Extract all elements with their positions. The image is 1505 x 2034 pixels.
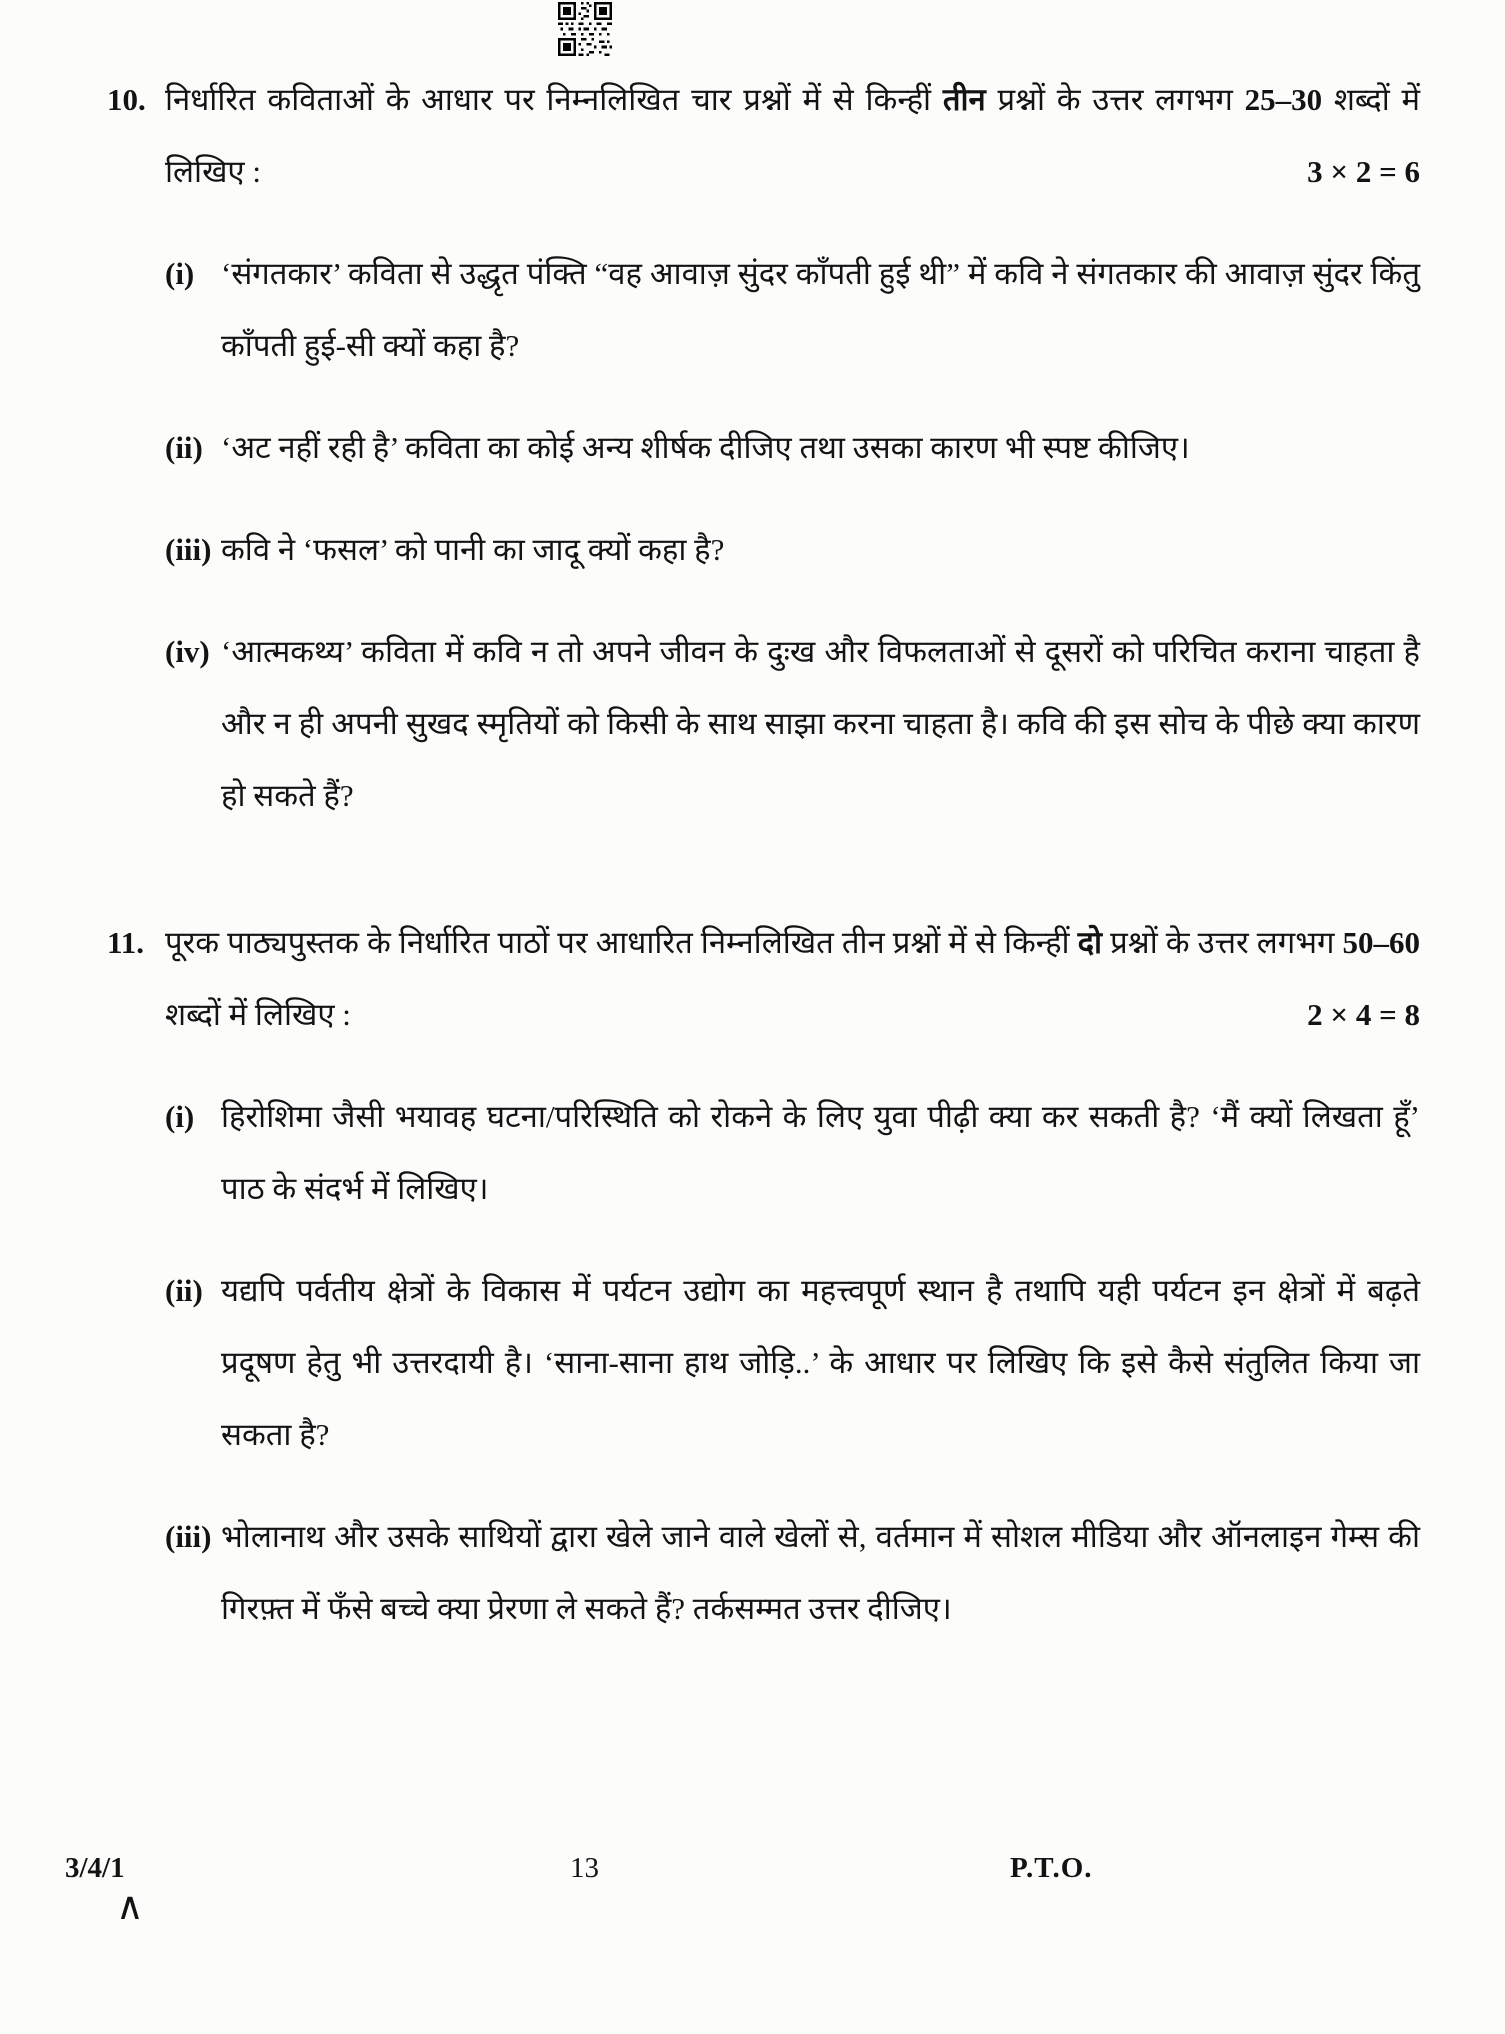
question-10-body xyxy=(165,64,1420,832)
question-10 xyxy=(107,64,1420,832)
question-10-marks: 3 × 2 = 6 xyxy=(1293,136,1420,208)
question-11-part-ii xyxy=(165,1255,1420,1471)
question-10-part-ii xyxy=(165,412,1420,484)
question-11 xyxy=(107,907,1420,1645)
part-label: (iv) xyxy=(165,634,210,669)
part-text: भोलानाथ और उसके साथियों द्वारा खेले जाने वाले खेलों से, वर्तमान में सोशल मीडिया और ऑनलाइन गेम्स की गिरफ़्त में फँसे बच्चे क्या प्रेरणा ले सकते हैं? तर्कसम्मत उत्तर दीजिए। xyxy=(221,1519,1420,1626)
intro-bold-segment: 25–30 xyxy=(1244,82,1323,117)
part-text: यद्यपि पर्वतीय क्षेत्रों के विकास में पर्यटन उद्योग का महत्त्वपूर्ण स्थान है तथापि यही पर्यटन इन क्षेत्रों में बढ़ते प्रदूषण हेतु भी उत्तरदायी है। ‘साना-साना हाथ जोड़ि..’ के आधार पर लिखिए कि इसे कैसे संतुलित किया जा सकता है? xyxy=(221,1273,1420,1452)
intro-segment: शब्दों में लिखिए : xyxy=(165,82,1420,189)
part-label: (i) xyxy=(165,1099,195,1134)
intro-segment: शब्दों में लिखिए : xyxy=(165,997,351,1032)
footer-page-number: 13 xyxy=(570,1852,599,1884)
part-label: (ii) xyxy=(165,1273,203,1308)
intro-segment: पूरक पाठ्यपुस्तक के निर्धारित पाठों पर आधारित निम्नलिखित तीन प्रश्नों में से किन्हीं xyxy=(165,925,1078,960)
footer-pto-label: P.T.O. xyxy=(1010,1852,1093,1884)
footer-caret-mark: ∧ xyxy=(116,1886,144,1928)
qr-code-icon xyxy=(556,2,614,56)
question-11-part-i xyxy=(165,1081,1420,1225)
question-10-part-i xyxy=(165,238,1420,382)
part-text: हिरोशिमा जैसी भयावह घटना/परिस्थिति को रोकने के लिए युवा पीढ़ी क्या कर सकती है? ‘मैं क्यों लिखता हूँ’ पाठ के संदर्भ में लिखिए। xyxy=(221,1099,1420,1206)
intro-segment: प्रश्नों के उत्तर लगभग xyxy=(1102,925,1343,960)
question-10-part-iii xyxy=(165,514,1420,586)
part-label: (iii) xyxy=(165,532,212,567)
intro-segment: प्रश्नों के उत्तर लगभग xyxy=(985,82,1245,117)
question-11-part-iii xyxy=(165,1501,1420,1645)
intro-bold-segment: दो xyxy=(1077,925,1103,960)
question-10-intro xyxy=(165,64,1420,208)
part-label: (ii) xyxy=(165,430,203,465)
intro-segment: निर्धारित कविताओं के आधार पर निम्नलिखित चार प्रश्नों में से किन्हीं xyxy=(165,82,943,117)
question-10-intro-text xyxy=(165,64,1420,208)
question-11-marks: 2 × 4 = 8 xyxy=(1293,979,1420,1051)
question-11-body xyxy=(165,907,1420,1645)
part-text: ‘संगतकार’ कविता से उद्धृत पंक्ति “वह आवाज़ सुंदर काँपती हुई थी” में कवि ने संगतकार की आवाज़ सुंदर किंतु काँपती हुई-सी क्यों कहा है? xyxy=(221,256,1420,363)
question-11-number: 11. xyxy=(107,925,145,960)
part-text: ‘अट नहीं रही है’ कविता का कोई अन्य शीर्षक दीजिए तथा उसका कारण भी स्पष्ट कीजिए। xyxy=(221,430,1190,465)
question-11-intro-text xyxy=(165,907,1420,1051)
question-10-part-iv xyxy=(165,616,1420,832)
intro-bold-segment: तीन xyxy=(942,82,986,117)
part-text: कवि ने ‘फसल’ को पानी का जादू क्यों कहा है? xyxy=(221,532,725,567)
question-11-intro xyxy=(165,907,1420,1051)
part-label: (iii) xyxy=(165,1519,212,1554)
part-label: (i) xyxy=(165,256,195,291)
part-text: ‘आत्मकथ्य’ कविता में कवि न तो अपने जीवन के दुःख और विफलताओं से दूसरों को परिचित कराना चाहता है और न ही अपनी सुखद स्मृतियों को किसी के साथ साझा करना चाहता है। कवि की इस सोच के पीछे क्या कारण हो सकते हैं? xyxy=(221,634,1420,813)
footer-paper-code: 3/4/1 xyxy=(65,1852,125,1884)
question-10-number: 10. xyxy=(107,82,146,117)
intro-bold-segment: 50–60 xyxy=(1342,925,1420,960)
